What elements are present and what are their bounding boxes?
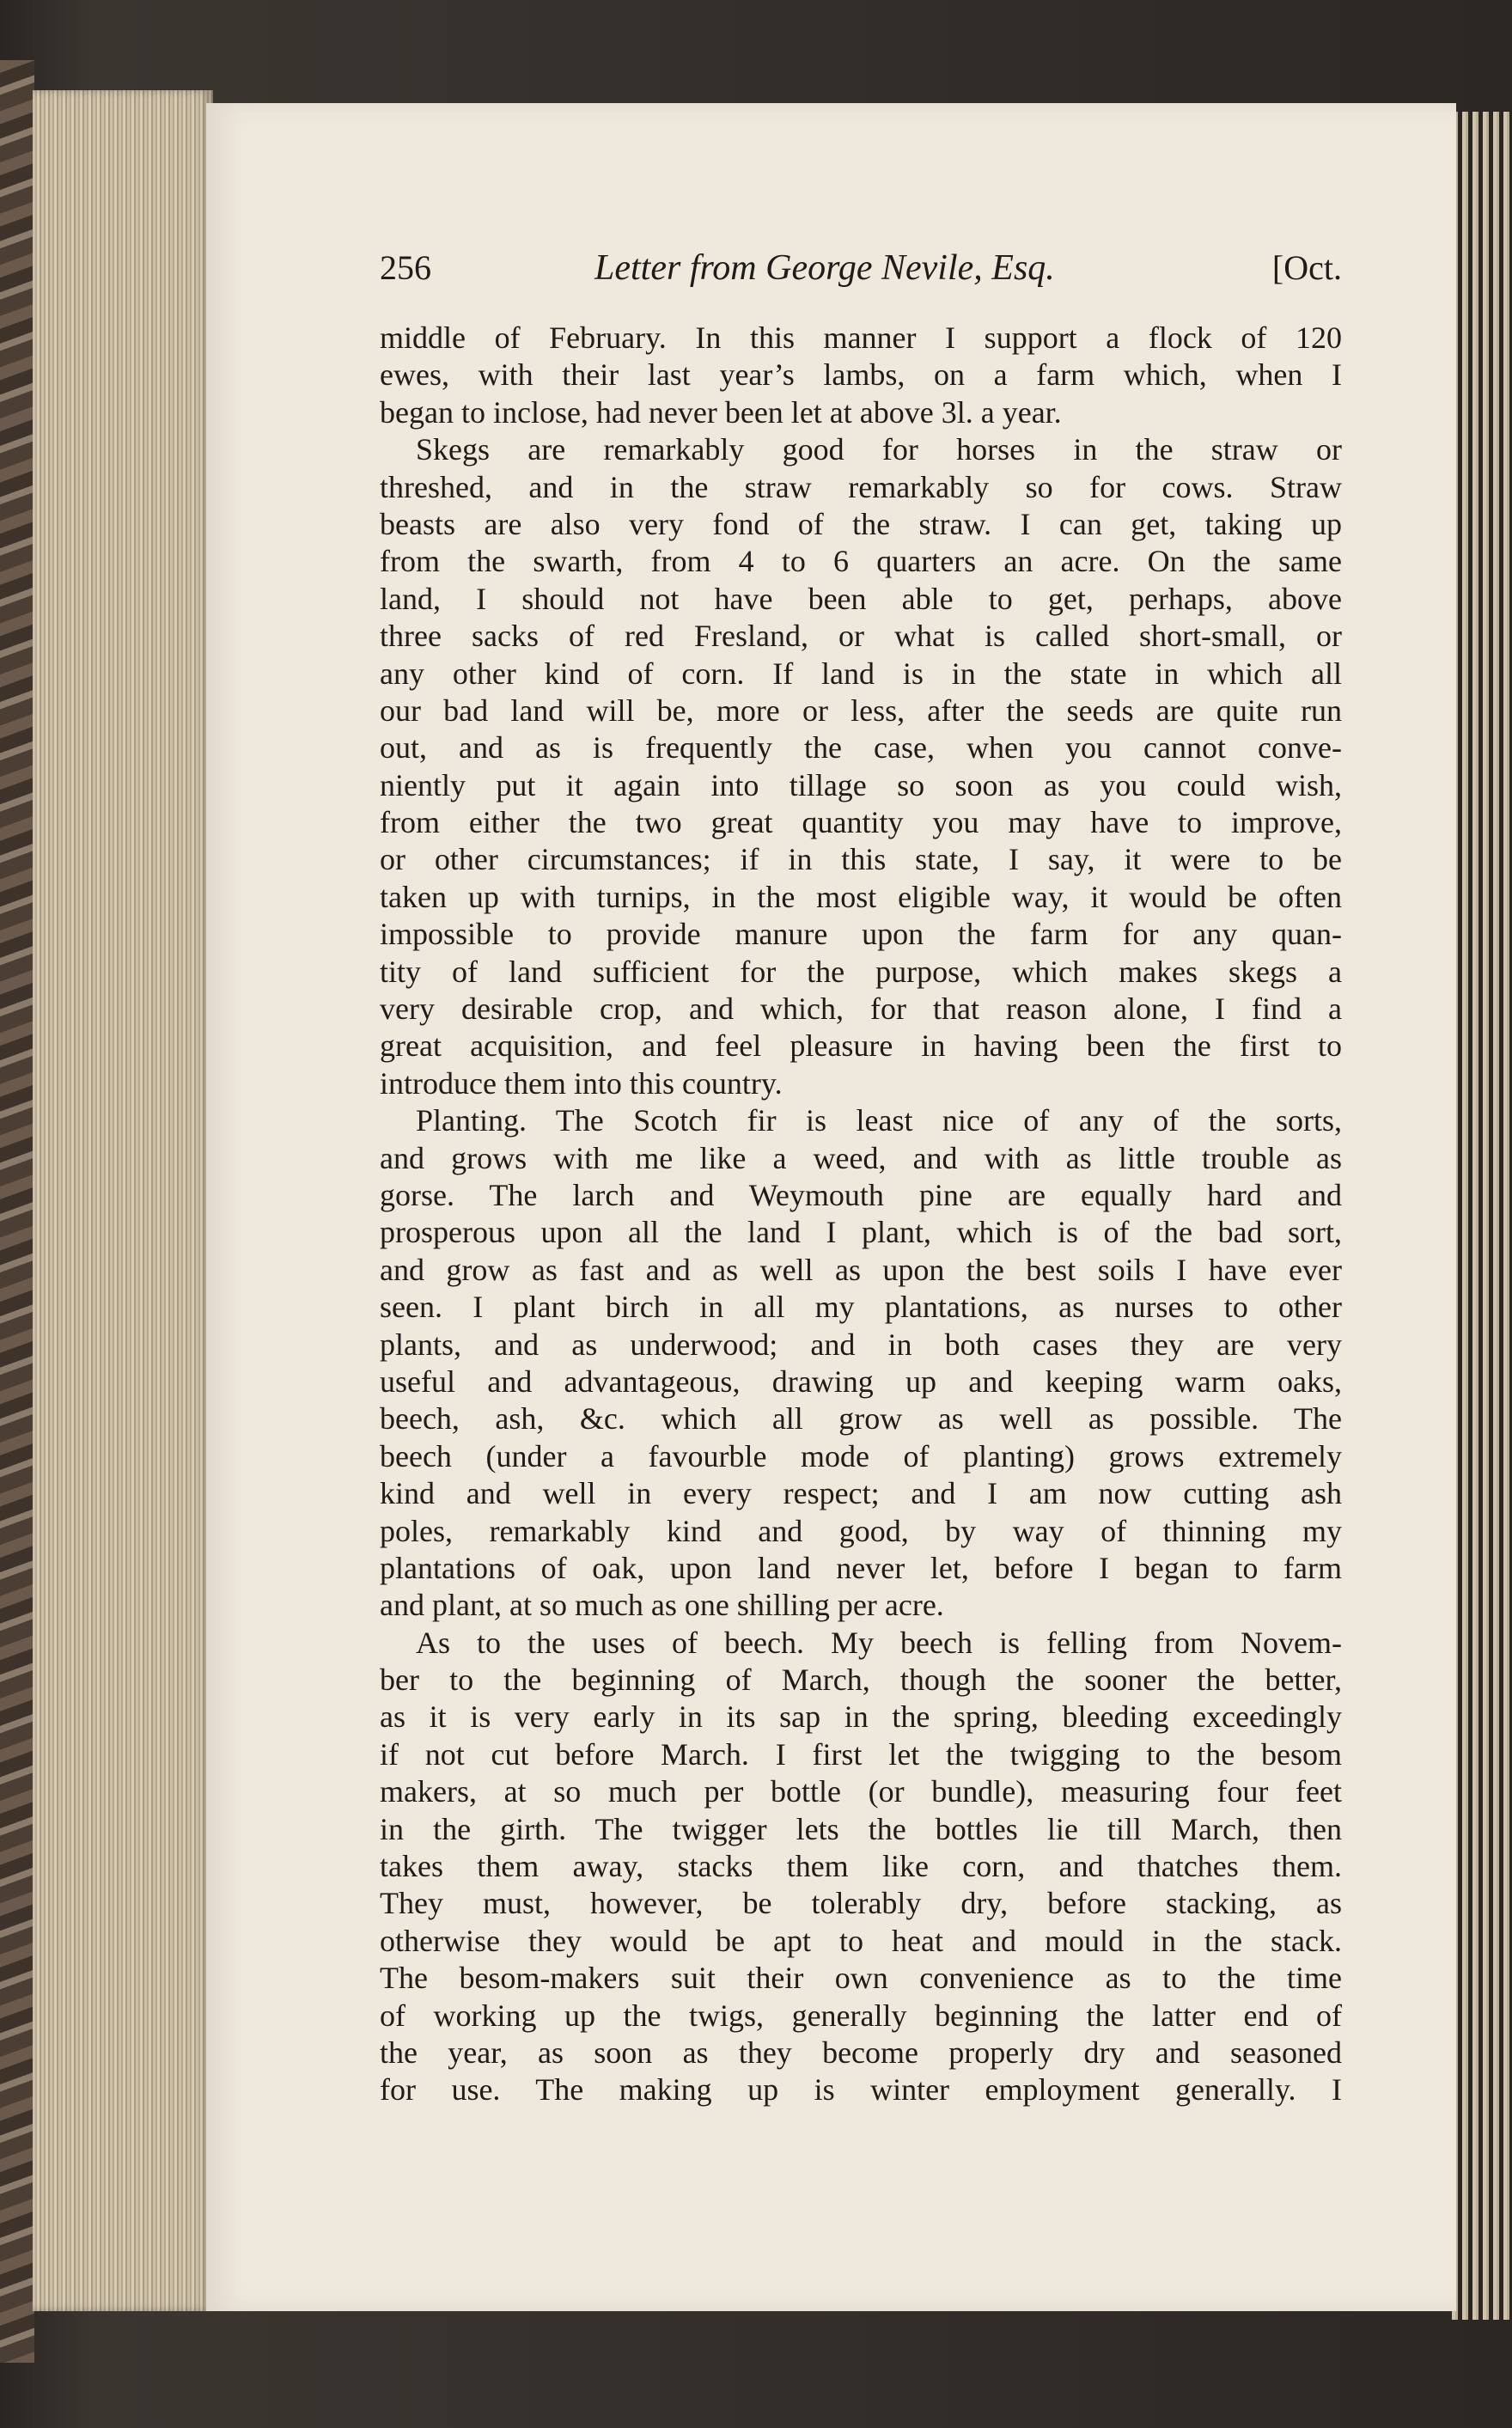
text-line: beech (under a favourble mode of planting) grows extremely xyxy=(380,1438,1342,1473)
text-line: kind and well in every respect; and I am now cutting ash xyxy=(380,1476,1342,1511)
text-line: of working up the twigs, generally beginning the latter end of xyxy=(380,1998,1342,2033)
text-line: or other circumstances; if in this state, I say, it were to be xyxy=(380,842,1342,877)
text-line: takes them away, stacks them like corn, and thatches them. xyxy=(380,1849,1342,1884)
header-month: [Oct. xyxy=(1271,248,1342,287)
text-line: taken up with turnips, in the most eligible way, it would be often xyxy=(380,879,1342,914)
text-line: our bad land will be, more or less, after the seeds are quite run xyxy=(380,692,1342,728)
text-line: prosperous upon all the land I plant, which is of the bad sort, xyxy=(380,1215,1342,1250)
text-line: three sacks of red Fresland, or what is called short-small, or xyxy=(380,619,1342,654)
text-line: ewes, with their last year’s lambs, on a farm which, when I xyxy=(380,357,1342,393)
text-line: Planting. The Scotch fir is least nice of any of the sorts, xyxy=(416,1103,1342,1138)
text-line: very desirable crop, and which, for that reason alone, I find a xyxy=(380,991,1342,1027)
text-line: in the girth. The twigger lets the bottles lie till March, then xyxy=(380,1811,1342,1846)
text-line: gorse. The larch and Weymouth pine are equally hard and xyxy=(380,1177,1342,1212)
text-line: plantations of oak, upon land never let, before I began to farm xyxy=(380,1550,1342,1585)
text-line: niently put it again into tillage so soon as you could wish, xyxy=(380,767,1342,802)
text-line: They must, however, be tolerably dry, before stacking, as xyxy=(380,1886,1342,1921)
text-line: poles, remarkably kind and good, by way of thinning my xyxy=(380,1513,1342,1548)
text-line: as it is very early in its sap in the spring, bleeding exceedingly xyxy=(380,1699,1342,1735)
text-line: and grows with me like a weed, and with as little trouble as xyxy=(380,1140,1342,1175)
text-line: if not cut before March. I first let the twigging to the besom xyxy=(380,1736,1342,1772)
text-line: great acquisition, and feel pleasure in having been the first to xyxy=(380,1028,1342,1064)
text-line: The besom-makers suit their own convenience as to the time xyxy=(380,1961,1342,1996)
text-line: impossible to provide manure upon the farm for any quan- xyxy=(380,917,1342,952)
text-line: seen. I plant birch in all my plantations, as nurses to other xyxy=(380,1290,1342,1325)
text-line: for use. The making up is winter employment generally. I xyxy=(380,2072,1342,2108)
text-line: plants, and as underwood; and in both cases they are very xyxy=(380,1327,1342,1362)
text-line: As to the uses of beech. My beech is felling from Novem- xyxy=(416,1625,1342,1660)
right-page-edge xyxy=(1452,112,1512,2320)
text-line: and plant, at so much as one shilling per acre. xyxy=(380,1588,944,1623)
left-page-stack xyxy=(33,90,213,2311)
text-line: the year, as soon as they become properly dry and seasoned xyxy=(380,2035,1342,2070)
text-line: any other kind of corn. If land is in the state in which all xyxy=(380,656,1342,691)
body-text xyxy=(380,320,1342,2109)
running-header xyxy=(380,247,1342,299)
text-line: otherwise they would be apt to heat and mould in the stack. xyxy=(380,1923,1342,1958)
text-line: out, and as is frequently the case, when you cannot conve- xyxy=(380,730,1342,766)
text-line: land, I should not have been able to get, perhaps, above xyxy=(380,581,1342,616)
text-line: makers, at so much per bottle (or bundle), measuring four feet xyxy=(380,1774,1342,1809)
text-line: tity of land sufficient for the purpose, which makes skegs a xyxy=(380,954,1342,989)
page-number: 256 xyxy=(380,248,431,287)
text-line: from the swarth, from 4 to 6 quarters an acre. On the same xyxy=(380,544,1342,579)
marbled-cover-edge xyxy=(0,60,34,2363)
text-line: useful and advantageous, drawing up and keeping warm oaks, xyxy=(380,1363,1342,1399)
text-line: threshed, and in the straw remarkably so for cows. Straw xyxy=(380,469,1342,504)
text-line: ber to the beginning of March, though the sooner the better, xyxy=(380,1662,1342,1698)
text-line: beech, ash, &c. which all grow as well as possible. The xyxy=(380,1401,1342,1437)
text-line: beasts are also very fond of the straw. I can get, taking up xyxy=(380,506,1342,541)
text-line: Skegs are remarkably good for horses in the straw or xyxy=(416,432,1342,467)
text-line: from either the two great quantity you may have to improve, xyxy=(380,805,1342,840)
text-line: and grow as fast and as well as upon the best soils I have ever xyxy=(380,1252,1342,1287)
text-line: introduce them into this country. xyxy=(380,1065,783,1101)
text-line: middle of February. In this manner I support a flock of 120 xyxy=(380,320,1342,355)
running-title: Letter from George Nevile, Esq. xyxy=(594,248,1055,288)
text-line: began to inclose, had never been let at above 3l. a year. xyxy=(380,394,1062,430)
